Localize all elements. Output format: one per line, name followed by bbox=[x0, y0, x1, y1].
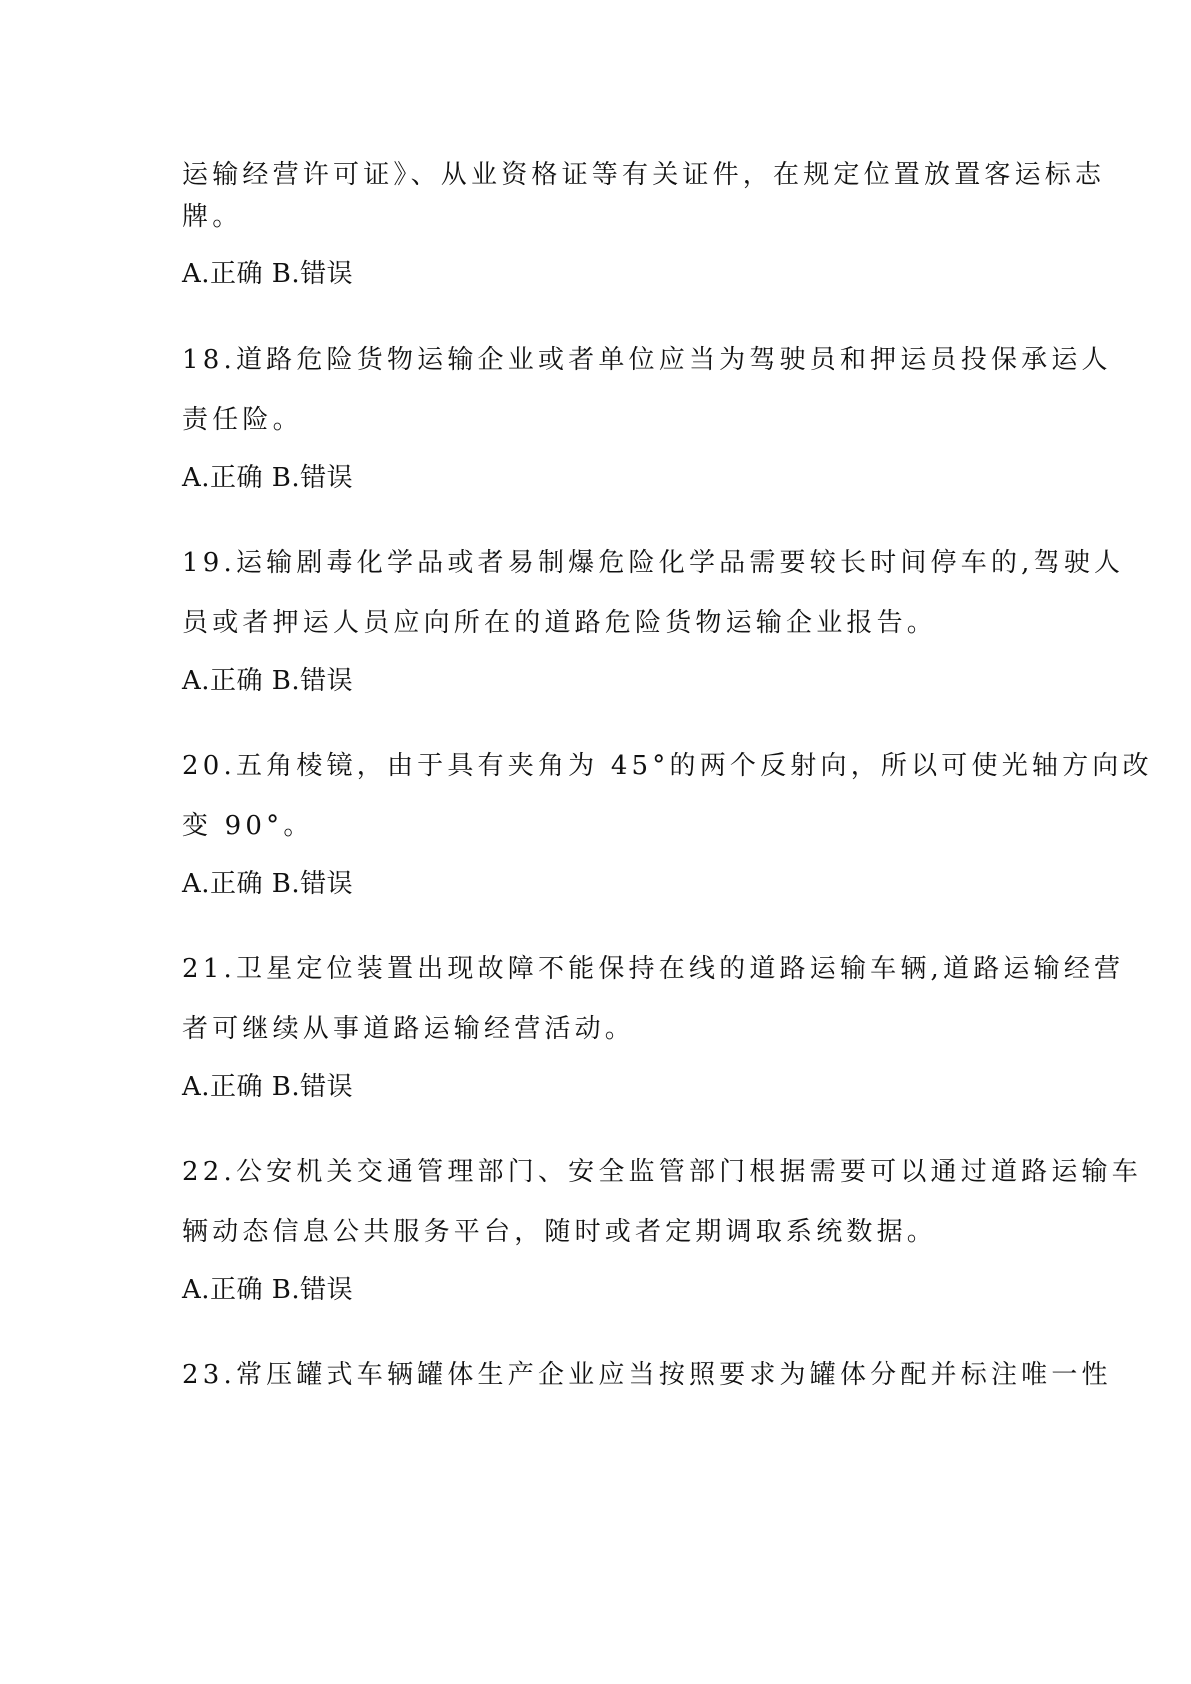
question-20-options: A.正确 B.错误 bbox=[182, 869, 354, 899]
question-19-options: A.正确 B.错误 bbox=[182, 666, 354, 696]
question-20-line-2: 变 90°。 bbox=[182, 811, 314, 841]
question-21-line-1: 21.卫星定位装置出现故障不能保持在线的道路运输车辆,道路运输经营 bbox=[182, 954, 1125, 984]
question-19-line-1: 19.运输剧毒化学品或者易制爆危险化学品需要较长时间停车的,驾驶人 bbox=[182, 548, 1125, 578]
question-21-options: A.正确 B.错误 bbox=[182, 1072, 354, 1102]
question-22-line-2: 辆动态信息公共服务平台，随时或者定期调取系统数据。 bbox=[182, 1217, 938, 1247]
question-19-line-2: 员或者押运人员应向所在的道路危险货物运输企业报告。 bbox=[182, 608, 938, 638]
question-23-line-1: 23.常压罐式车辆罐体生产企业应当按照要求为罐体分配并标注唯一性 bbox=[182, 1360, 1112, 1390]
question-18-options: A.正确 B.错误 bbox=[182, 463, 354, 493]
question-20-line-1: 20.五角棱镜，由于具有夹角为 45°的两个反射向，所以可使光轴方向改 bbox=[182, 751, 1153, 781]
question-22-options: A.正确 B.错误 bbox=[182, 1275, 354, 1305]
question-18-line-1: 18.道路危险货物运输企业或者单位应当为驾驶员和押运员投保承运人 bbox=[182, 345, 1112, 375]
question-21-line-2: 者可继续从事道路运输经营活动。 bbox=[182, 1014, 636, 1044]
question-17-line-2: 牌。 bbox=[182, 202, 243, 232]
question-22-line-1: 22.公安机关交通管理部门、安全监管部门根据需要可以通过道路运输车 bbox=[182, 1157, 1142, 1187]
question-18-line-2: 责任险。 bbox=[182, 405, 303, 435]
question-17-options: A.正确 B.错误 bbox=[182, 259, 354, 289]
question-17-line-1: 运输经营许可证》、从业资格证等有关证件，在规定位置放置客运标志 bbox=[182, 160, 1106, 190]
